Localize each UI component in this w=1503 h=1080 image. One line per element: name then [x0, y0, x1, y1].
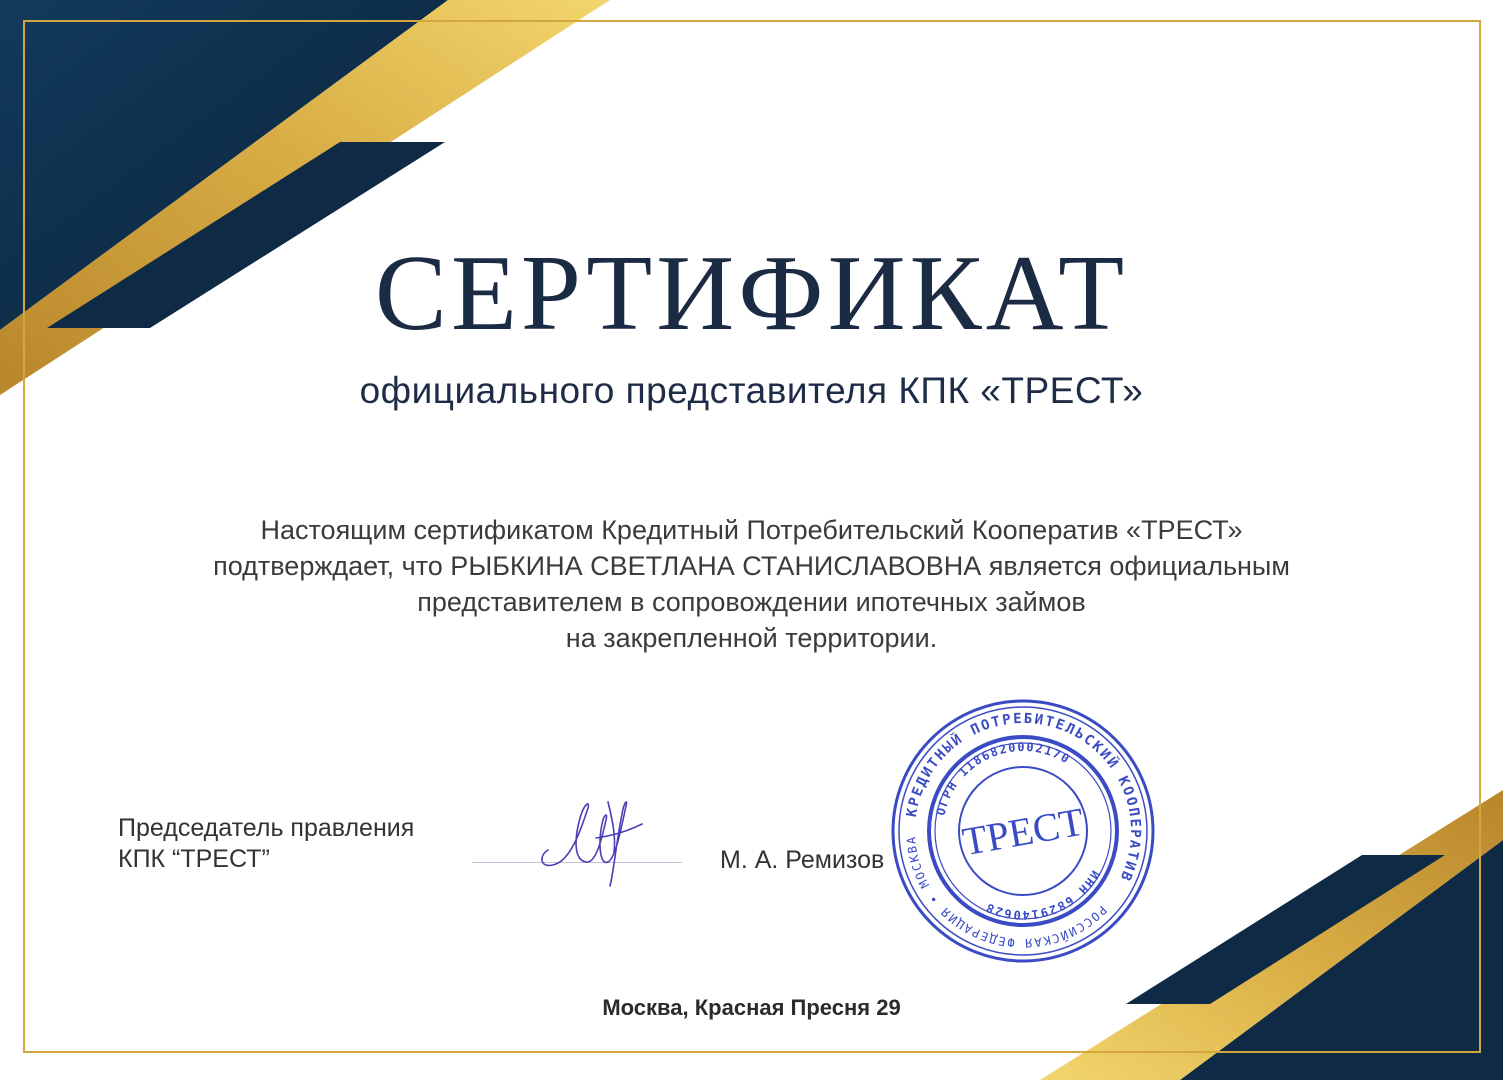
stamp-center-text: ТРЕСТ — [958, 798, 1088, 865]
certificate-subtitle: официального представителя КПК «ТРЕСТ» — [359, 370, 1144, 411]
stamp-inn: ИНН 6829140628 — [982, 867, 1103, 923]
body-line: Настоящим сертификатом Кредитный Потребительский Кооператив «ТРЕСТ» — [260, 515, 1243, 545]
stamp-ring-bottom-text: РОССИЙСКАЯ ФЕДЕРАЦИЯ • МОСКВА — [904, 834, 1110, 951]
body-line: на закрепленной территории. — [565, 623, 938, 653]
signatory-name: М. А. Ремизов — [720, 846, 885, 874]
signatory-role-line: КПК “ТРЕСТ” — [118, 845, 270, 873]
stamp-ring-text: КРЕДИТНЫЙ ПОТРЕБИТЕЛЬСКИЙ КООПЕРАТИВ — [903, 710, 1144, 885]
organization-stamp — [887, 695, 1159, 967]
svg-text:ИНН 6829140628 — [983, 868, 1103, 922]
body-line: представителем в сопровождении ипотечных займов — [417, 587, 1086, 617]
body-line: подтверждает, что РЫБКИНА СВЕТЛАНА СТАНИСЛАВОВНА является официальным — [213, 551, 1290, 581]
signatory-role — [118, 813, 414, 875]
signatory-role-line: Председатель правления — [118, 814, 415, 842]
certificate-body — [0, 512, 1503, 656]
stamp-ogrn: ОГРН 1186820002170 — [933, 739, 1073, 817]
handwritten-signature — [530, 778, 660, 898]
certificate-title: СЕРТИФИКАТ — [374, 234, 1129, 353]
address: Москва, Красная Пресня 29 — [602, 995, 901, 1020]
